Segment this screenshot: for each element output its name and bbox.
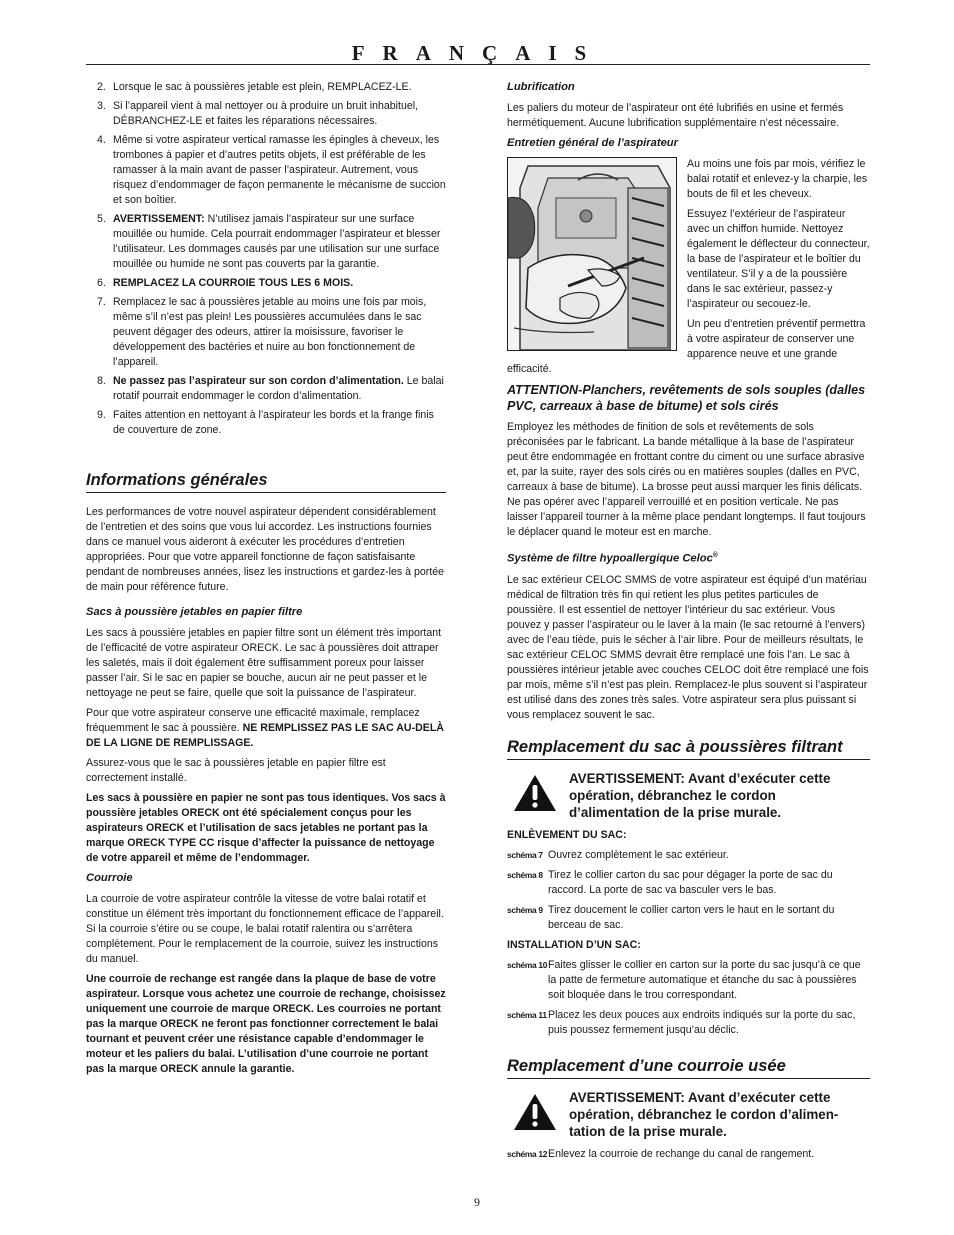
section-title-general-info: Informations générales	[86, 470, 446, 493]
page-header-title: FRANÇAIS	[351, 41, 605, 65]
page-number: 9	[474, 1195, 480, 1209]
list-item: 7. Remplacez le sac à poussières jetable au moins une fois par mois, même s’il n’est pas plein! Les poussières accumulées dans le sac peuvent dégager des odeurs, attirer la moisissure, favoriser le développement des bactéries et nuire au bon fonctionnement de l’appareil.	[97, 296, 427, 368]
step-row: schéma 7 Ouvrez complètement le sac extérieur.	[507, 848, 729, 861]
paragraph: Assurez-vous que le sac à poussières jetable en papier filtre est correctement installé.	[86, 757, 386, 784]
list-item: 3. Si l’appareil vient à mal nettoyer ou à produire un bruit inhabituel, DÉBRANCHEZ-LE et faites les réparations nécessaires.	[97, 100, 419, 127]
warning-box	[507, 1089, 870, 1140]
paragraph: Pour que votre aspirateur conserve une efficacité maximale, remplacez fréquemment le sac à poussière. NE REMPLISSEZ PAS LE SAC AU-DELÀ DE LA LIGNE DE REMPLISSAGE.	[86, 707, 444, 749]
paragraph: Une courroie de rechange est rangée dans la plaque de base de votre aspirateur. Lorsque vous achetez une courroie de rechange, choisissez uniquement une courroie de marque ORECK. Les courroies ne portant pas la marque ORECK ne feront pas fonctionner correctement le balai tournant et peuvent créer une résistance capable d’endommager le moteur et les paliers du balai. L’utilisation d’une courroie ne portant pas la marque ORECK annule la garantie.	[86, 973, 446, 1075]
section-title-belt-replacement: Remplacement d’une courroie usée	[507, 1056, 870, 1079]
paragraph: Un peu d’entretien préventif permettra à votre aspirateur de conserver une apparence neuve et une grande efficacité.	[507, 318, 866, 375]
left-column	[86, 80, 446, 1082]
warning-triangle-icon	[513, 1093, 557, 1131]
step-row: schéma 9 Tirez doucement le collier carton vers le haut en le sortant du berceau de sac.	[507, 903, 835, 931]
step-row: schéma 11 Placez les deux pouces aux endroits indiqués sur la porte du sac, puis poussez fermement jusqu’au déclic.	[507, 1008, 856, 1036]
paragraph: La courroie de votre aspirateur contrôle la vitesse de votre balai rotatif et constitue un élément très important du fonctionnement efficace de l’appareil. Si la courroie s’étire ou se coupe, le balai rotatif ralentira ou s’arrêtera complètement. Pour le remplacement de la courroie, suivez les instructions du manuel.	[86, 893, 444, 965]
step-row: schéma 8 Tirez le collier carton du sac pour dégager la porte de sac du raccord. La porte de sac va basculer vers le bas.	[507, 868, 833, 896]
section-title-bag-replacement: Remplacement du sac à poussières filtrant	[507, 737, 870, 760]
list-item: 5. AVERTISSEMENT: N’utilisez jamais l’aspirateur sur une surface mouillée ou humide. Cela pourrait endommager l’aspirateur et blesser l’utilisateur. Les dommages causés par une utilisation sur une surface mouillée ou humide ne sont pas couverts par la garantie.	[97, 213, 441, 270]
attention-title: ATTENTION-Planchers, revêtements de sols souples (dalles PVC, carreaux à base de bitume) et sols cirés	[507, 383, 866, 413]
paragraph: Au moins une fois par mois, vérifiez le balai rotatif et enlevez-y la charpie, les bouts de fil et les cheveux.	[687, 158, 868, 200]
warning-box	[507, 770, 870, 821]
subsection-title-lubrication: Lubrification	[507, 81, 575, 93]
paragraph: Les performances de votre nouvel aspirateur dépendent considérablement de l’entretien et des soins que vous lui accordez. Les instructions fournies dans ce manuel vous aideront à exécuter les procédures d’entretien appropriées. Pour que votre appareil fonctionne de façon satisfaisante pendant de nombreuses années, lisez les instructions et gardez-les à portée de main pour référence future.	[86, 506, 445, 593]
subsection-title-filter: Système de filtre hypoallergique Celoc®	[507, 552, 718, 565]
brushroll-cleaning-illustration	[507, 157, 677, 351]
list-item: 4. Même si votre aspirateur vertical ramasse les épingles à cheveux, les trombones à papier et d’autres petits objets, il est préférable de les ramasser à la main avant de passer l’aspirateur. Autrement, vous risquez d’endommager de façon permanente le mécanisme de succion et son boîtier.	[97, 134, 446, 206]
step-row: schéma 10 Faites glisser le collier en carton sur la porte du sac jusqu’à ce que la patte de fermeture automatique et étanche du sac à poussières soit bloquée dans le trou correspondant.	[507, 958, 861, 1001]
warning-triangle-icon	[513, 774, 557, 812]
header-rule	[86, 64, 870, 65]
step-row: schéma 12 Enlevez la courroie de rechange du canal de rangement.	[507, 1147, 815, 1160]
warning-text: AVERTISSEMENT: Avant d’exécuter cette opération, débranchez le cordon d’alimentation de la prise murale.	[569, 770, 831, 820]
list-item: 8. Ne passez pas l’aspirateur sur son cordon d’alimentation. Le balai rotatif pourrait endommager le cordon d’alimentation.	[97, 375, 444, 402]
paragraph: Les sacs à poussière en papier ne sont pas tous identiques. Vos sacs à poussière jetables ORECK ont été spécialement conçus pour les aspirateurs ORECK et l’utilisation de sacs jetables ne portant pas la marque ORECK TYPE CC risque d’affecter la puissance de nettoyage de votre appareil et même de l’endommager.	[86, 792, 446, 864]
paragraph: Employez les méthodes de finition de sols et revêtements de sols préconisées par le fabricant. La bande métallique à la base de l’aspirateur peut être endommagée en frottant contre du ciment ou une surface abrasive et, par la suite, rayer des sols cirés ou en matières souples (dalles en PVC, carreaux à base de bitume). La brosse peut aussi marquer les finis délicats. Ne pas opérer avec l’appareil verrouillé et en position verticale. Ne pas laisser l’appareil tourner à la même place pendant longtemps. Il faut toujours le déplacer quand le moteur est en marche.	[507, 421, 866, 538]
list-item: 6. REMPLACEZ LA COURROIE TOUS LES 6 MOIS.	[97, 277, 354, 289]
paragraph: Les paliers du moteur de l’aspirateur ont été lubrifiés en usine et fermés hermétiquement. Aucune lubrification supplémentaire n’est nécessaire.	[507, 102, 844, 129]
subsection-title-maintenance: Entretien général de l’aspirateur	[507, 137, 678, 149]
maintenance-block	[507, 157, 870, 382]
removal-label: ENLÈVEMENT DU SAC:	[507, 828, 627, 841]
warning-text: AVERTISSEMENT: Avant d’exécuter cette opération, débranchez le cordon d’alimen-tation de la prise murale.	[569, 1089, 839, 1139]
install-label: INSTALLATION D’UN SAC:	[507, 938, 641, 951]
precautions-list	[86, 80, 446, 438]
subsection-title-belt: Courroie	[86, 872, 133, 884]
subsection-title-bags: Sacs à poussière jetables en papier filtre	[86, 606, 303, 618]
paragraph: Les sacs à poussière jetables en papier filtre sont un élément très important de l’efficacité de votre aspirateur ORECK. Le sac à poussières doit attraper les saletés, mais il doit également être suffisamment poreux pour laisser passer l’air. Si le sac en papier se bouche, aucun air ne peut passer et le nettoyage ne peut se faire, quelle que soit la puissance de l’aspirateur.	[86, 627, 442, 699]
paragraph: Essuyez l’extérieur de l’aspirateur avec un chiffon humide. Nettoyez également le déflecteur du connecteur, la base de l’aspirateur et le boîtier du ventilateur. S’il y a de la poussière dans le sac extérieur, passez-y l’aspirateur ou secouez-le.	[687, 208, 870, 310]
list-item: 2. Lorsque le sac à poussières jetable est plein, REMPLACEZ-LE.	[97, 81, 412, 93]
right-column	[507, 80, 870, 1167]
list-item: 9. Faites attention en nettoyant à l’aspirateur les bords et la frange finis de couverture de zone.	[97, 409, 434, 436]
paragraph: Le sac extérieur CELOC SMMS de votre aspirateur est équipé d’un matériau médical de filtration très fin qui retient les plus petites particules de poussière. Il est essentiel de nettoyer l’intérieur du sac extérieur. Vous pouvez y passer l’aspirateur ou le laver à la main (le sac retourné à l’envers) avec de l’eau tiède, puis le sécher à l’air libre. Pour de meilleurs résultats, le sac extérieur CELOC SMMS devrait être remplacé une fois l’an. Le sac à poussières intérieur jetable avec couches CELOC doit être remplacé une fois par mois, même s’il n’est pas plein. Remplacez-le plus souvent si l’aspirateur est utilisé dans des zones très sales. Votre aspirateur sera plus puissant si vous remplacez souvent le sac.	[507, 573, 869, 721]
